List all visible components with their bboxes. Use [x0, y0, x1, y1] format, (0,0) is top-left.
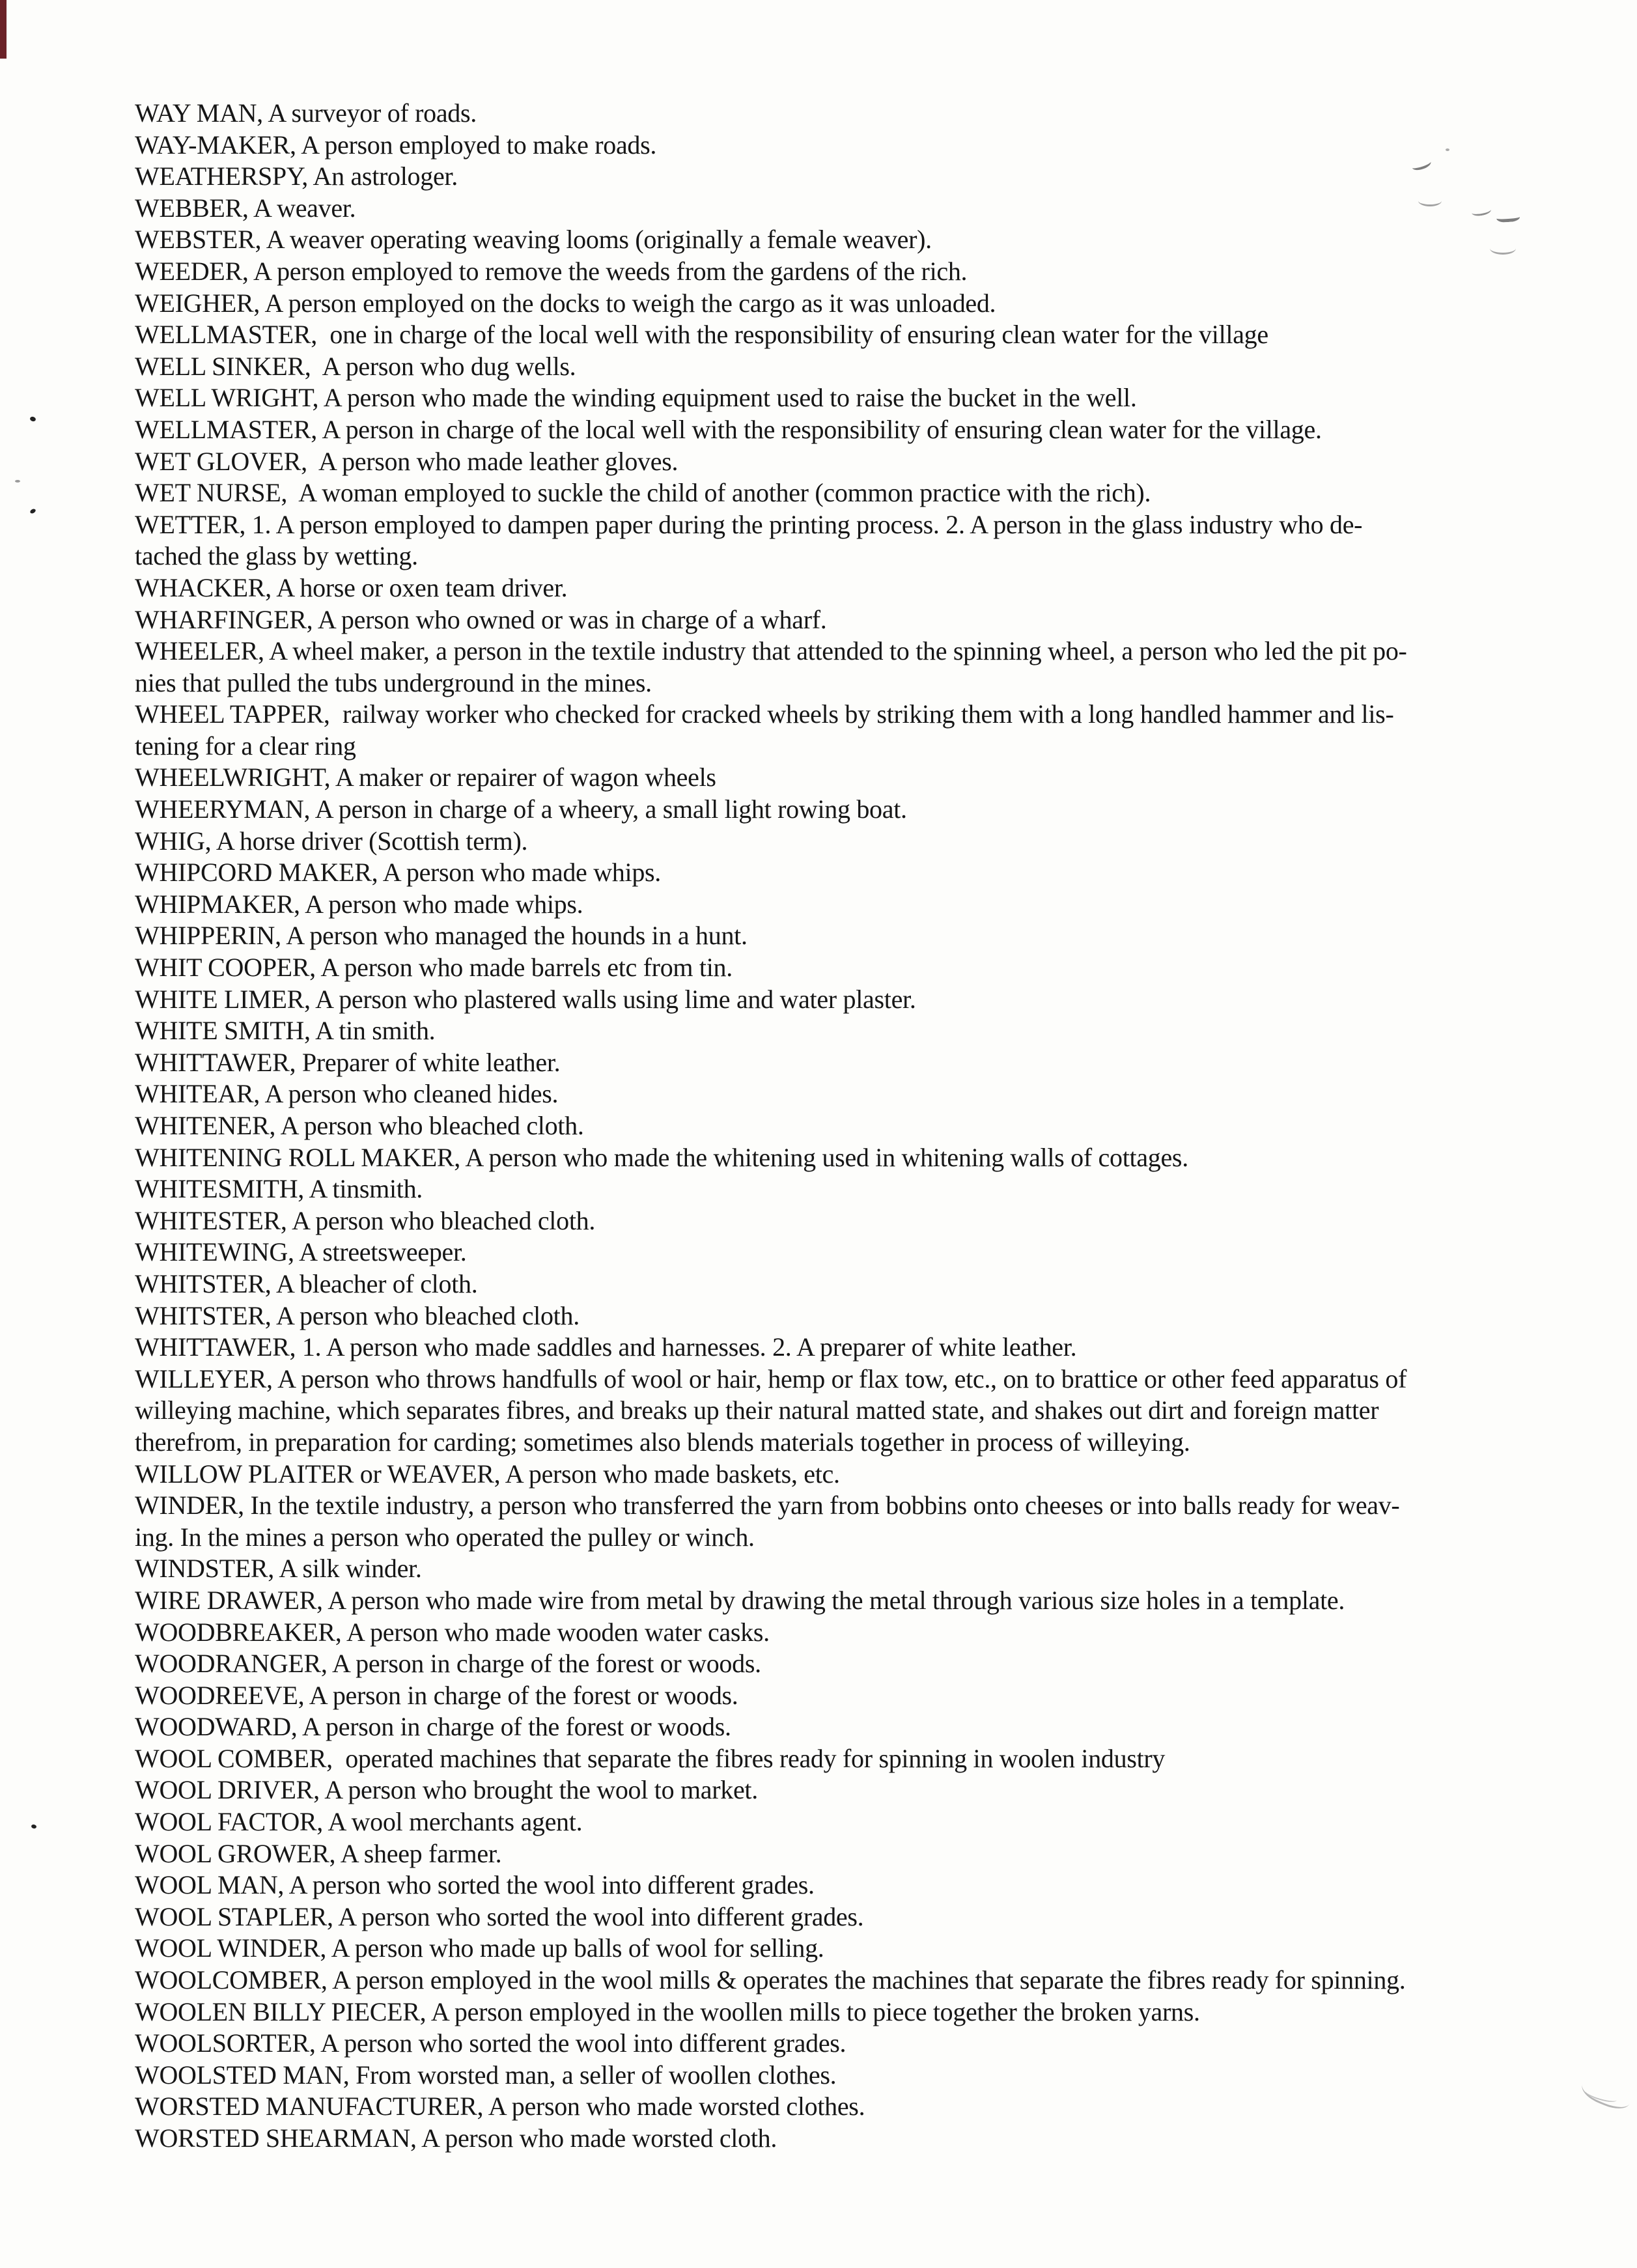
- glossary-line: WHITTAWER, Preparer of white leather.: [135, 1047, 561, 1077]
- glossary-line: WOOL FACTOR, A wool merchants agent.: [135, 1807, 583, 1837]
- glossary-line: WHITESTER, A person who bleached cloth.: [135, 1205, 596, 1235]
- glossary-line: WINDER, In the textile industry, a person who transferred the yarn from bobbins onto cheeses or into balls ready for weav-: [135, 1491, 1400, 1520]
- glossary-line: WEIGHER, A person employed on the docks to weigh the cargo as it was unloaded.: [135, 288, 996, 318]
- glossary-line: WHITEAR, A person who cleaned hides.: [135, 1079, 559, 1109]
- glossary-line: WHITESMITH, A tinsmith.: [135, 1174, 423, 1204]
- glossary-line: WET NURSE, A woman employed to suckle the child of another (common practice with the rich).: [135, 478, 1151, 508]
- scratch-mark: [1578, 2073, 1634, 2114]
- glossary-line: WHIPMAKER, A person who made whips.: [135, 889, 583, 919]
- glossary-line: WHEERYMAN, A person in charge of a wheery, a small light rowing boat.: [135, 794, 907, 824]
- glossary-line: nies that pulled the tubs underground in the mines.: [135, 667, 652, 697]
- glossary-line: WOOL WINDER, A person who made up balls of wool for selling.: [135, 1933, 824, 1963]
- glossary-line: WHITSTER, A person who bleached cloth.: [135, 1300, 580, 1330]
- pencil-mark: [1471, 205, 1492, 217]
- scan-edge-mark: [0, 0, 7, 59]
- glossary-line: WIRE DRAWER, A person who made wire from metal by drawing the metal through various size holes in a template.: [135, 1585, 1345, 1615]
- glossary-line: tening for a clear ring: [135, 731, 356, 761]
- pencil-mark: [1446, 148, 1449, 151]
- glossary-line: WEATHERSPY, An astrologer.: [135, 161, 458, 191]
- ink-speck: [31, 1824, 36, 1829]
- ink-speck: [15, 480, 20, 483]
- glossary-line: WHIPPERIN, A person who managed the hounds in a hunt.: [135, 921, 748, 951]
- glossary-line: WAY MAN, A surveyor of roads.: [135, 98, 477, 128]
- glossary-line: WHEEL TAPPER, railway worker who checked for cracked wheels by striking them with a long handled hammer and lis-: [135, 699, 1394, 729]
- glossary-line: WEBBER, A weaver.: [135, 193, 356, 223]
- glossary-line: WINDSTER, A silk winder.: [135, 1554, 422, 1584]
- pencil-mark: [1418, 195, 1442, 206]
- glossary-line: WHITEWING, A streetsweeper.: [135, 1237, 467, 1267]
- glossary-line: WORSTED MANUFACTURER, A person who made worsted clothes.: [135, 2092, 865, 2121]
- glossary-line: WELL SINKER, A person who dug wells.: [135, 351, 576, 381]
- glossary-line: WHACKER, A horse or oxen team driver.: [135, 572, 568, 602]
- glossary-line: WILLOW PLAITER or WEAVER, A person who made baskets, etc.: [135, 1459, 840, 1489]
- glossary-line: WHIT COOPER, A person who made barrels etc from tin.: [135, 953, 733, 983]
- pencil-mark: [1411, 158, 1433, 173]
- glossary-line: WOODWARD, A person in charge of the forest or woods.: [135, 1712, 731, 1742]
- glossary-line: WET GLOVER, A person who made leather gloves.: [135, 446, 679, 476]
- glossary-line: WETTER, 1. A person employed to dampen paper during the printing process. 2. A person in the glass industry who de-: [135, 509, 1363, 539]
- glossary-line: WHEELWRIGHT, A maker or repairer of wagon wheels: [135, 763, 716, 792]
- glossary-line: WOODBREAKER, A person who made wooden water casks.: [135, 1617, 770, 1647]
- glossary-line: WOOL COMBER, operated machines that separate the fibres ready for spinning in woolen industry: [135, 1743, 1166, 1773]
- glossary-line: WOOLCOMBER, A person employed in the wool mills & operates the machines that separate the fibres ready for spinning.: [135, 1965, 1406, 1995]
- glossary-line: WOOL STAPLER, A person who sorted the wool into different grades.: [135, 1901, 864, 1931]
- glossary-line: ing. In the mines a person who operated the pulley or winch.: [135, 1522, 755, 1552]
- glossary-line: WORSTED SHEARMAN, A person who made worsted cloth.: [135, 2123, 777, 2153]
- glossary-line: WHIPCORD MAKER, A person who made whips.: [135, 858, 661, 888]
- glossary-line: WELLMASTER, A person in charge of the local well with the responsibility of ensuring clean water for the village.: [135, 414, 1322, 444]
- glossary-line: WHEELER, A wheel maker, a person in the textile industry that attended to the spinning wheel, a person who led the pit po-: [135, 636, 1407, 666]
- glossary-line: WOOLEN BILLY PIECER, A person employed in the woollen mills to piece together the broken yarns.: [135, 1996, 1200, 2026]
- glossary-text-block: [135, 98, 1407, 2155]
- glossary-line: WOOLSORTER, A person who sorted the wool into different grades.: [135, 2028, 846, 2058]
- glossary-line: WOOLSTED MAN, From worsted man, a seller of woollen clothes.: [135, 2060, 837, 2090]
- glossary-line: WHITE SMITH, A tin smith.: [135, 1016, 436, 1046]
- glossary-line: WOODRANGER, A person in charge of the forest or woods.: [135, 1649, 761, 1679]
- pencil-mark: [1496, 210, 1520, 223]
- glossary-line: tached the glass by wetting.: [135, 541, 418, 571]
- glossary-line: WOOL MAN, A person who sorted the wool into different grades.: [135, 1870, 815, 1900]
- glossary-line: WHITTAWER, 1. A person who made saddles and harnesses. 2. A preparer of white leather.: [135, 1332, 1077, 1362]
- glossary-line: WHIG, A horse driver (Scottish term).: [135, 826, 528, 856]
- glossary-line: WAY-MAKER, A person employed to make roads.: [135, 130, 657, 160]
- glossary-line: WEEDER, A person employed to remove the weeds from the gardens of the rich.: [135, 256, 968, 286]
- pencil-mark: [1490, 242, 1516, 255]
- ink-speck: [29, 508, 36, 514]
- glossary-line: WHITSTER, A bleacher of cloth.: [135, 1268, 478, 1298]
- glossary-line: therefrom, in preparation for carding; sometimes also blends materials together in process of willeying.: [135, 1427, 1190, 1457]
- glossary-line: WHITENER, A person who bleached cloth.: [135, 1111, 584, 1140]
- glossary-line: WEBSTER, A weaver operating weaving looms (originally a female weaver).: [135, 225, 932, 255]
- glossary-line: WOODREEVE, A person in charge of the forest or woods.: [135, 1680, 738, 1710]
- glossary-line: willeying machine, which separates fibres, and breaks up their natural matted state, and shakes out dirt and foreign matter: [135, 1395, 1379, 1425]
- glossary-line: WILLEYER, A person who throws handfulls of wool or hair, hemp or flax tow, etc., on to brattice or other feed apparatus of: [135, 1364, 1407, 1393]
- glossary-line: WOOL DRIVER, A person who brought the wool to market.: [135, 1775, 758, 1805]
- glossary-line: WHITENING ROLL MAKER, A person who made the whitening used in whitening walls of cottages.: [135, 1142, 1188, 1172]
- glossary-line: WELLMASTER, one in charge of the local well with the responsibility of ensuring clean water for the village: [135, 320, 1268, 350]
- glossary-line: WHARFINGER, A person who owned or was in charge of a wharf.: [135, 604, 827, 634]
- ink-speck: [29, 416, 36, 423]
- glossary-line: WOOL GROWER, A sheep farmer.: [135, 1838, 502, 1868]
- glossary-line: WELL WRIGHT, A person who made the winding equipment used to raise the bucket in the well.: [135, 383, 1137, 413]
- glossary-line: WHITE LIMER, A person who plastered walls using lime and water plaster.: [135, 984, 916, 1014]
